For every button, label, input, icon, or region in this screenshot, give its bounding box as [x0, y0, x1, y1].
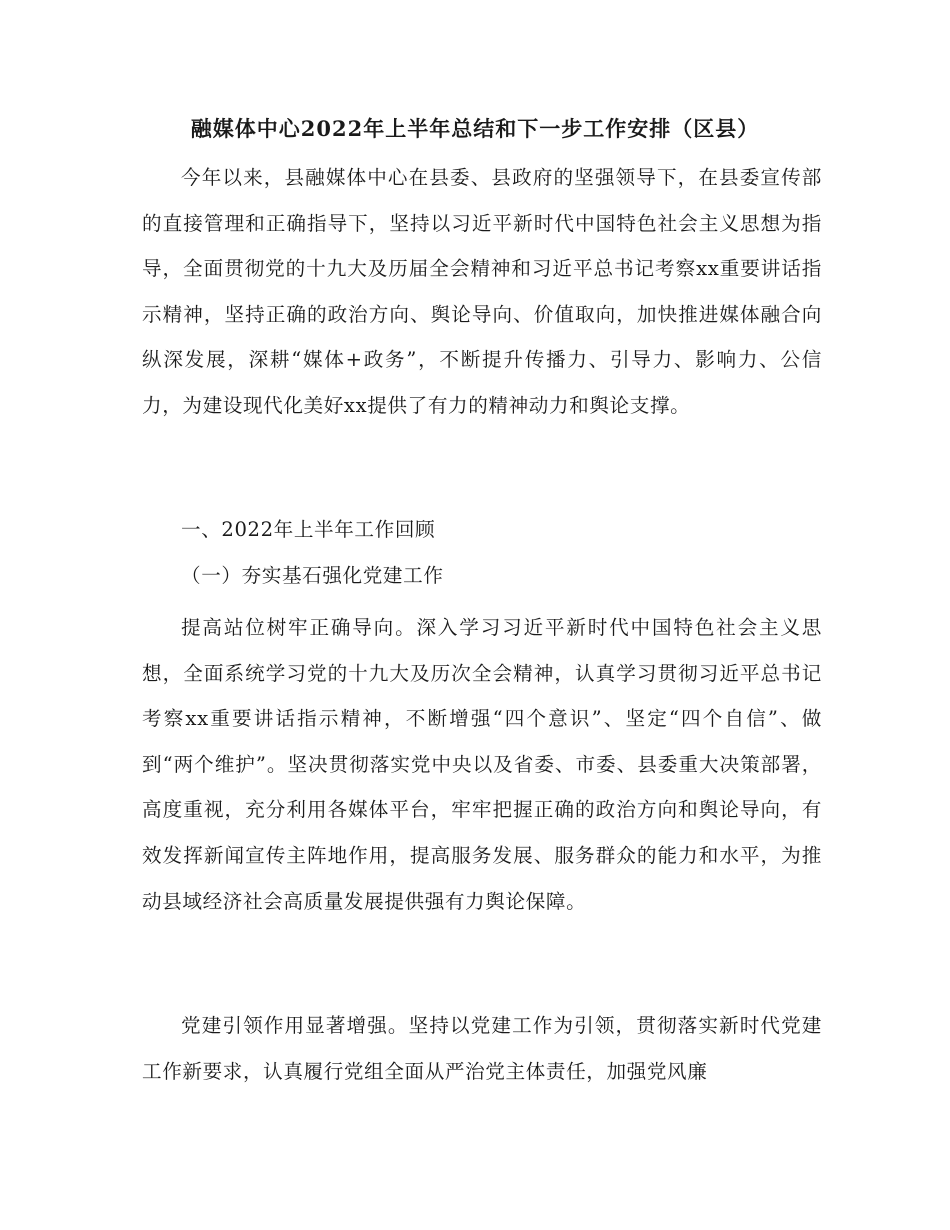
paragraph-intro: 今年以来，县融媒体中心在县委、县政府的坚强领导下，在县委宣传部的直接管理和正确指导下，坚持以习近平新时代中国特色社会主义思想为指导，全面贯彻党的十九大及历届全会精神和习近平总书记考察xx重要讲话指示精神，坚持正确的政治方向、舆论导向、价值取向，加快推进媒体融合向纵深发展，深耕“媒体+政务”，不断提升传播力、引导力、影响力、公信力，为建设现代化美好xx提供了有力的精神动力和舆论支撑。	[142, 166, 822, 417]
paragraph-party-building: 党建引领作用显著增强。坚持以党建工作为引领，贯彻落实新时代党建工作新要求，认真履行党组全面从严治党主体责任，加强党风廉	[142, 1014, 822, 1083]
subsection-heading: （一）夯实基石强化党建工作	[181, 564, 444, 587]
section-heading: 一、2022年上半年工作回顾	[181, 518, 436, 541]
document-title: 融媒体中心2022年上半年总结和下一步工作安排（区县）	[190, 116, 760, 141]
paragraph-politics: 提高站位树牢正确导向。深入学习习近平新时代中国特色社会主义思想，全面系统学习党的十九大及历次全会精神，认真学习贯彻习近平总书记考察xx重要讲话指示精神，不断增强“四个意识”、坚定“四个自信”、做到“两个维护”。坚决贯彻落实党中央以及省委、市委、县委重大决策部署，高度重视，充分利用各媒体平台，牢牢把握正确的政治方向和舆论导向，有效发挥新闻宣传主阵地作用，提高服务发展、服务群众的能力和水平，为推动县域经济社会高质量发展提供强有力舆论保障。	[142, 616, 822, 913]
